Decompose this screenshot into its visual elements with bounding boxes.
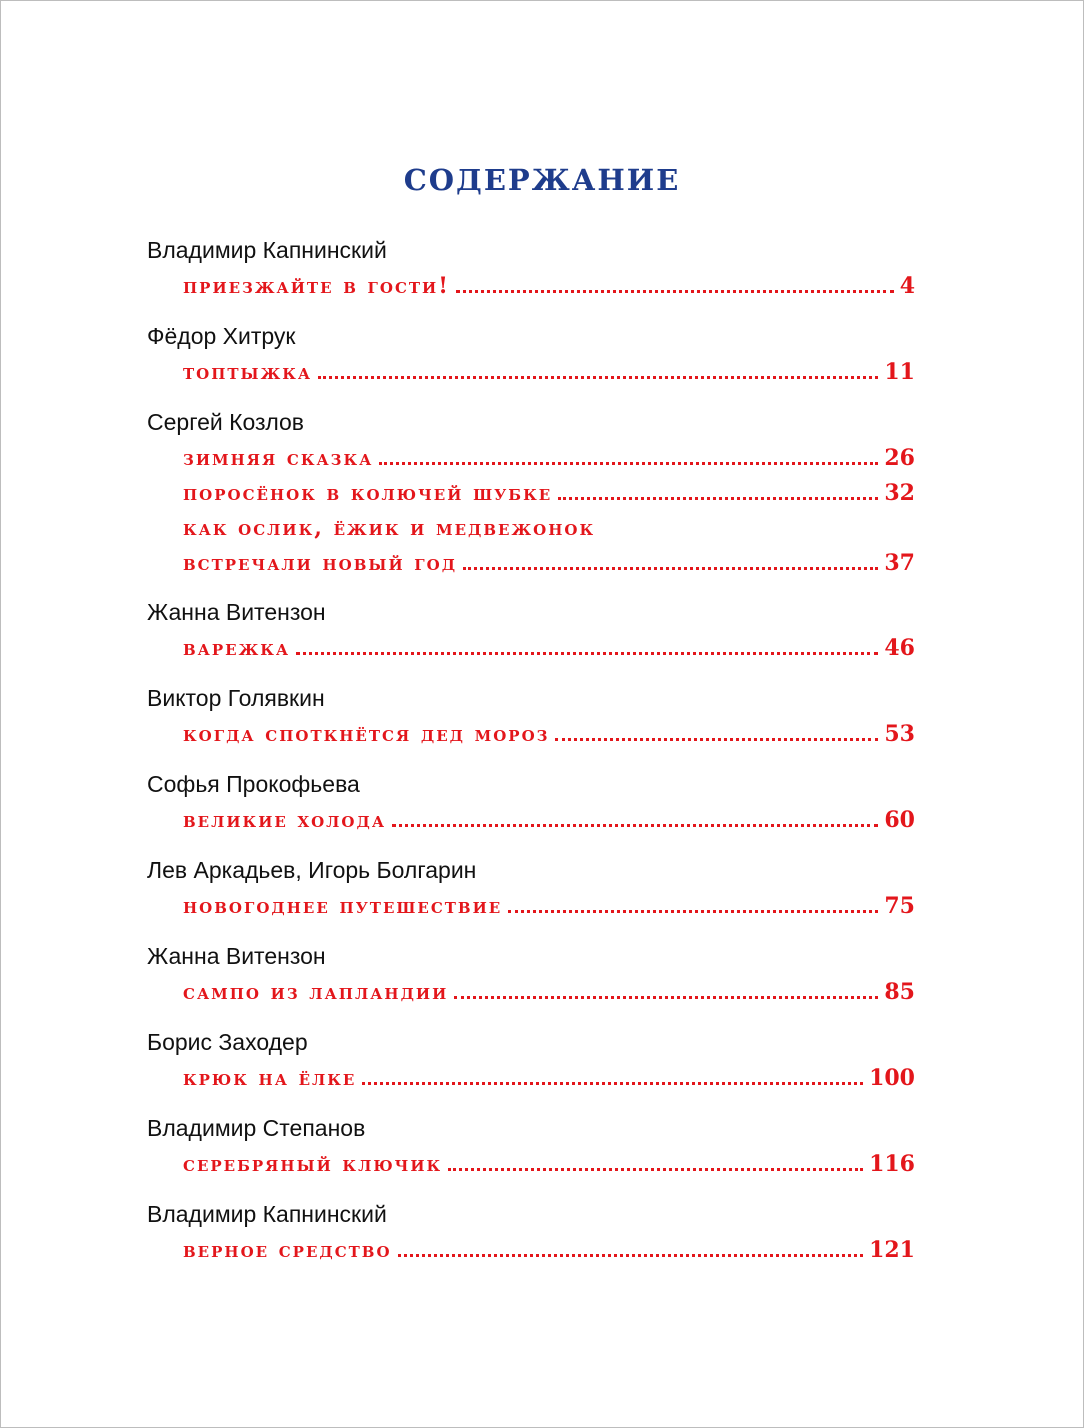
story-title-line[interactable] xyxy=(183,511,595,541)
toc-entry[interactable] xyxy=(183,546,915,576)
dot-leader xyxy=(379,462,878,465)
story-title: приезжайте в гости! xyxy=(183,273,450,299)
story-title: варежка xyxy=(183,635,291,661)
author-name: Софья Прокофьева xyxy=(147,771,360,797)
author-name: Владимир Степанов xyxy=(147,1115,366,1141)
author-name: Владимир Капнинский xyxy=(147,1201,387,1227)
author-name: Жанна Витензон xyxy=(147,599,326,625)
page-number: 11 xyxy=(884,359,915,385)
toc-entry[interactable] xyxy=(183,269,915,299)
story-title: крюк на ёлке xyxy=(183,1065,357,1091)
toc-entry[interactable] xyxy=(183,631,915,661)
dot-leader xyxy=(398,1254,864,1257)
toc-entry[interactable] xyxy=(183,803,915,833)
page-number: 116 xyxy=(869,1151,915,1177)
dot-leader xyxy=(362,1082,863,1085)
toc-entry[interactable] xyxy=(183,1061,915,1091)
toc-entry[interactable] xyxy=(183,975,915,1005)
page-number: 75 xyxy=(884,893,915,919)
author-name: Владимир Капнинский xyxy=(147,237,387,263)
dot-leader xyxy=(508,910,878,913)
author-name: Сергей Козлов xyxy=(147,409,305,435)
story-title: когда споткнётся дед мороз xyxy=(183,721,550,747)
story-title: великие холода xyxy=(183,807,387,833)
story-title: серебряный ключик xyxy=(183,1151,443,1177)
toc-entry[interactable] xyxy=(183,717,915,747)
dot-leader xyxy=(456,290,894,293)
page-number: 53 xyxy=(884,721,915,747)
story-title: зимняя сказка xyxy=(183,445,374,471)
story-title: поросёнок в колючей шубке xyxy=(183,480,553,506)
page-number: 37 xyxy=(884,550,915,576)
dot-leader xyxy=(555,738,878,741)
author-name: Борис Заходер xyxy=(147,1029,308,1055)
story-title: встречали новый год xyxy=(183,550,458,576)
page-number: 26 xyxy=(884,445,915,471)
story-title-first-line: как ослик, ёжик и медвежонок xyxy=(183,515,596,541)
page-title: содержание xyxy=(403,151,681,200)
story-title: топтыжка xyxy=(183,359,313,385)
dot-leader xyxy=(318,376,878,379)
toc-entry[interactable] xyxy=(183,889,915,919)
page-number: 32 xyxy=(884,480,915,506)
dot-leader xyxy=(558,497,878,500)
page-number: 100 xyxy=(869,1065,915,1091)
toc-entry[interactable] xyxy=(183,1233,915,1263)
author-name: Лев Аркадьев, Игорь Болгарин xyxy=(147,857,477,883)
page-number: 4 xyxy=(899,273,915,299)
page-number: 85 xyxy=(884,979,915,1005)
author-name: Жанна Витензон xyxy=(147,943,326,969)
dot-leader xyxy=(454,996,878,999)
dot-leader xyxy=(392,824,878,827)
toc-entry[interactable] xyxy=(183,441,915,471)
author-name: Виктор Голявкин xyxy=(147,685,325,711)
page-number: 60 xyxy=(884,807,915,833)
toc-entry[interactable] xyxy=(183,355,915,385)
dot-leader xyxy=(448,1168,863,1171)
dot-leader xyxy=(296,652,878,655)
toc-entry[interactable] xyxy=(183,476,915,506)
story-title: верное средство xyxy=(183,1237,392,1263)
toc-entry[interactable] xyxy=(183,1147,915,1177)
page-number: 46 xyxy=(884,635,915,661)
page-number: 121 xyxy=(869,1237,915,1263)
dot-leader xyxy=(463,567,878,570)
author-name: Фёдор Хитрук xyxy=(147,323,296,349)
story-title: сампо из лапландии xyxy=(183,979,449,1005)
story-title: новогоднее путешествие xyxy=(183,893,503,919)
